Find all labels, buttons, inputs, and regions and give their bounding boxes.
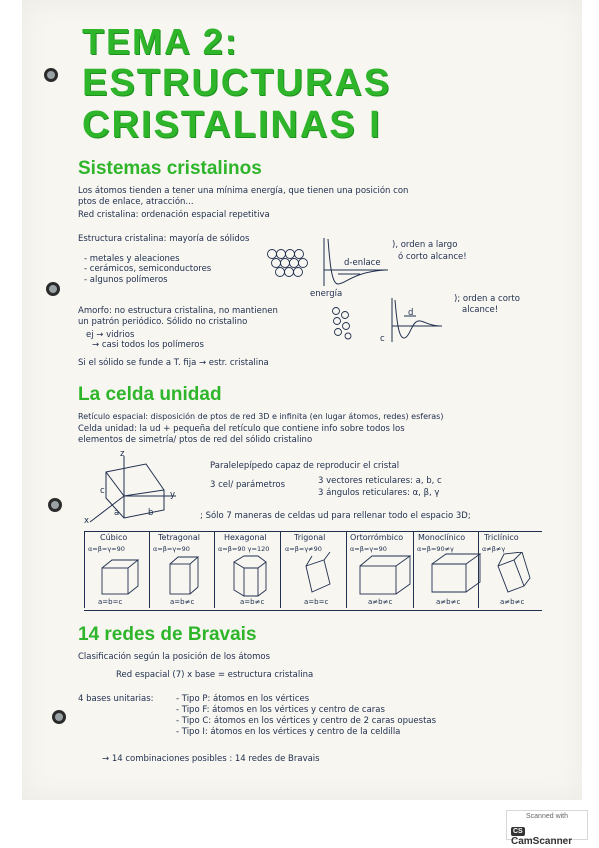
bravais-type: - Tipo F: átomos en los vértices y centro de caras bbox=[176, 705, 385, 715]
system-angles: α=β=90≠γ bbox=[417, 545, 454, 553]
text-line: Estructura cristalina: mayoría de sólidos bbox=[78, 234, 250, 244]
text-line: Amorfo: no estructura cristalina, no mantienen bbox=[78, 306, 278, 316]
binder-hole-2 bbox=[46, 282, 60, 296]
text-line: elementos de simetría/ ptos de red del sólido cristalino bbox=[78, 435, 313, 445]
system-name: Monoclínico bbox=[418, 533, 466, 542]
text-line: Retículo espacial: disposición de ptos de red 3D e infinita (en lugar átomos, redes) esferas) bbox=[78, 412, 444, 421]
system-name: Trigonal bbox=[294, 533, 326, 542]
system-relation: a=b=c bbox=[304, 598, 329, 606]
text-line: ), orden a largo bbox=[392, 240, 458, 250]
axis-label: x bbox=[84, 516, 90, 526]
text-line: ; Sólo 7 maneras de celdas ud para rellenar todo el espacio 3D; bbox=[200, 511, 471, 521]
system-relation: a=b≠c bbox=[240, 598, 265, 606]
system-relation: a≠b≠c bbox=[500, 598, 525, 606]
system-angles: α=β=γ=90 bbox=[350, 545, 387, 553]
section-heading-sistemas: Sistemas cristalinos bbox=[78, 158, 262, 179]
bullet-item: - cerámicos, semiconductores bbox=[84, 264, 212, 274]
bullet-item: - algunos polímeros bbox=[84, 275, 168, 285]
title-line-3: CRISTALINAS I bbox=[82, 104, 382, 146]
camscanner-badge bbox=[506, 810, 588, 847]
text-line: alcance! bbox=[462, 305, 499, 315]
text-line: Los átomos tienden a tener una mínima energía, que tienen una posición con bbox=[78, 186, 409, 196]
curve-label: c bbox=[380, 334, 385, 344]
axis-label: b bbox=[148, 508, 154, 518]
crystal-cells-sketch bbox=[84, 552, 544, 598]
axis-label: y bbox=[170, 490, 176, 500]
section-heading-celda: La celda unidad bbox=[78, 384, 222, 405]
bravais-type: - Tipo I: átomos en los vértices y centro de la celdilla bbox=[176, 727, 401, 737]
system-name: Ortorrómbico bbox=[350, 533, 404, 542]
text-line: ej → vidrios bbox=[86, 330, 135, 340]
text-line: Clasificación según la posición de los átomos bbox=[78, 652, 271, 662]
text-line: Paralelepípedo capaz de reproducir el cristal bbox=[210, 461, 400, 471]
title-line-1: TEMA 2: bbox=[82, 21, 239, 62]
system-name: Tetragonal bbox=[158, 533, 200, 542]
binder-hole-4 bbox=[52, 710, 66, 724]
text-line: 4 bases unitarias: bbox=[78, 694, 154, 704]
curve-label: energía bbox=[310, 289, 343, 299]
curve-label: d-enlace bbox=[344, 258, 381, 268]
system-name: Cúbico bbox=[100, 533, 128, 542]
system-angles: α=β=γ=90 bbox=[153, 545, 190, 553]
unit-cell-sketch bbox=[84, 450, 180, 526]
system-relation: a≠b≠c bbox=[436, 598, 461, 606]
section-heading-bravais: 14 redes de Bravais bbox=[78, 624, 257, 645]
amorphous-atoms-sketch bbox=[330, 306, 354, 340]
curve-label: d bbox=[408, 308, 414, 318]
text-line: Red espacial (7) x base = estructura cristalina bbox=[116, 670, 314, 680]
text-line: ó corto alcance! bbox=[398, 252, 467, 262]
text-line: → 14 combinaciones posibles : 14 redes de Bravais bbox=[102, 754, 320, 764]
scanner-brand: CamScanner bbox=[511, 836, 573, 847]
text-line: ptos de enlace, atracción... bbox=[78, 197, 194, 207]
text-line: Red cristalina: ordenación espacial repetitiva bbox=[78, 210, 270, 220]
text-line: 3 cel/ parámetros bbox=[210, 480, 286, 490]
axis-label: a bbox=[114, 508, 120, 518]
system-relation: a≠b≠c bbox=[368, 598, 393, 606]
system-relation: a=b=c bbox=[98, 598, 123, 606]
text-line: ); orden a corto bbox=[454, 294, 520, 304]
amorphous-curve-sketch bbox=[386, 296, 446, 344]
text-line: Celda unidad: la ud + pequeña del retículo que contiene info sobre todos los bbox=[78, 424, 405, 434]
system-relation: a=b≠c bbox=[170, 598, 195, 606]
scanner-caption: Scanned with bbox=[525, 813, 569, 820]
text-line: → casi todos los polímeros bbox=[92, 340, 204, 350]
text-line: Si el sólido se funde a T. fija → estr. cristalina bbox=[78, 358, 269, 368]
binder-hole-3 bbox=[48, 498, 62, 512]
system-name: Triclínico bbox=[484, 533, 519, 542]
camscanner-logo-icon: CS bbox=[513, 828, 523, 835]
system-angles: α=β=γ≠90 bbox=[285, 545, 322, 553]
title-line-2: ESTRUCTURAS bbox=[82, 62, 392, 104]
binder-hole-1 bbox=[44, 68, 58, 82]
atom-cluster-sketch bbox=[266, 248, 318, 278]
system-angles: α=β=90 γ=120 bbox=[218, 545, 270, 553]
system-angles: α≠β≠γ bbox=[482, 545, 506, 553]
text-line: 3 ángulos reticulares: α, β, γ bbox=[318, 488, 440, 498]
bravais-type: - Tipo C: átomos en los vértices y centro de 2 caras opuestas bbox=[176, 716, 437, 726]
text-line: 3 vectores reticulares: a, b, c bbox=[318, 476, 442, 486]
text-line: un patrón periódico. Sólido no cristalino bbox=[78, 317, 248, 327]
system-angles: α=β=γ=90 bbox=[88, 545, 125, 553]
axis-label: c bbox=[100, 486, 105, 496]
bravais-type: - Tipo P: átomos en los vértices bbox=[176, 694, 310, 704]
bullet-item: - metales y aleaciones bbox=[84, 254, 180, 264]
axis-label: z bbox=[120, 449, 125, 459]
system-name: Hexagonal bbox=[224, 533, 267, 542]
